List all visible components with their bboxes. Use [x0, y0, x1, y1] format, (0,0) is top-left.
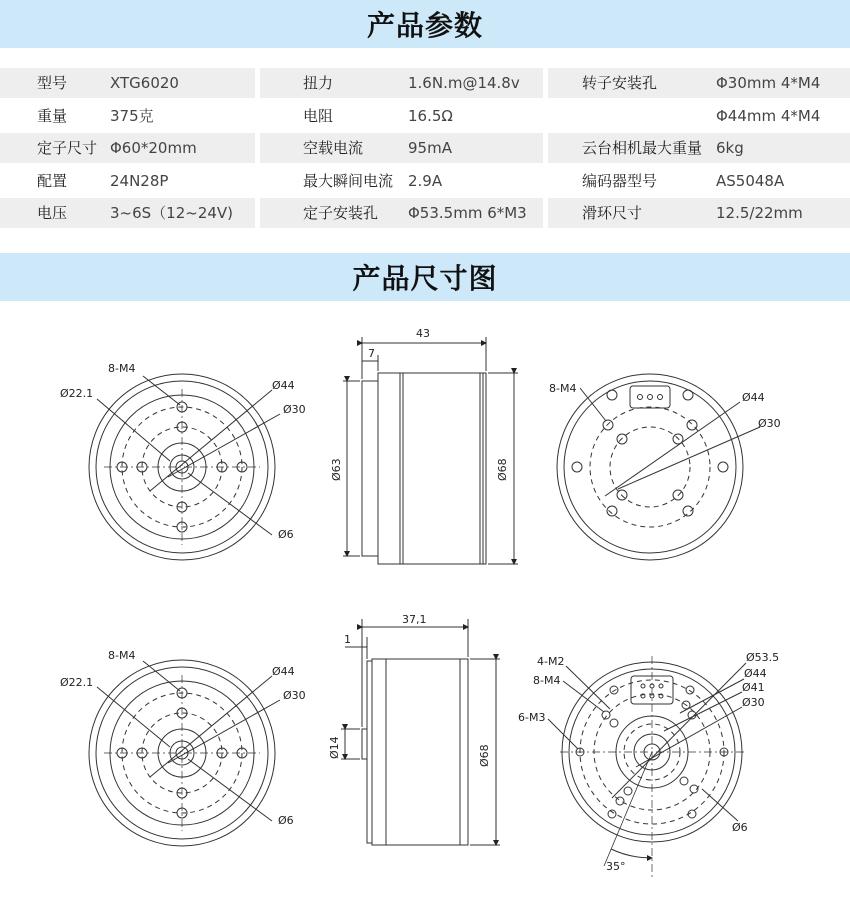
spec-label: 重量: [37, 106, 68, 125]
top-side-d68-label: Ø68: [496, 458, 509, 481]
bottom-left-d44-label: Ø44: [272, 665, 295, 678]
dimension-drawings: [0, 301, 850, 912]
spec-label: 扭力: [303, 74, 334, 92]
bottom-right-h2-label: 8-M4: [533, 674, 561, 687]
spec-row: [0, 68, 850, 101]
drawing-title: 产品尺寸图: [352, 262, 498, 295]
back-view-bottom: [548, 656, 746, 879]
top-left-d44-label: Ø44: [272, 379, 295, 392]
spec-row: [0, 101, 850, 134]
spec-table: [0, 68, 850, 231]
top-left-holes-label: 8-M4: [108, 362, 136, 375]
bottom-side-width-label: 37,1: [402, 613, 427, 626]
spec-value: 16.5Ω: [408, 106, 453, 125]
bottom-left-d30-label: Ø30: [283, 689, 306, 702]
spec-value: Φ44mm 4*M4: [716, 106, 821, 125]
spec-label: 最大瞬间电流: [303, 171, 394, 190]
spec-cell: [260, 68, 543, 98]
bottom-side-lip-label: 1: [344, 633, 351, 646]
spec-cell: [548, 101, 850, 131]
bottom-left-holes-label: 8-M4: [108, 649, 136, 662]
spec-row: [0, 198, 850, 231]
front-view-bottom: [89, 660, 280, 846]
spec-cell: [0, 133, 255, 163]
top-right-holes-label: 8-M4: [549, 382, 577, 395]
spec-value: 2.9A: [408, 171, 443, 190]
spec-cell: [260, 101, 543, 131]
back-view-top: [557, 374, 760, 560]
params-title-banner: [0, 0, 850, 48]
bottom-left-d6-label: Ø6: [278, 814, 294, 827]
top-side-d63-label: Ø63: [330, 458, 343, 481]
bottom-right-d6-label: Ø6: [732, 821, 748, 834]
spec-label: 云台相机最大重量: [582, 139, 703, 158]
spec-cell: [260, 166, 543, 196]
top-side-width-label: 43: [416, 327, 430, 340]
spec-value: 24N28P: [110, 171, 169, 190]
spec-row: [0, 166, 850, 199]
bottom-right-d53-label: Ø53.5: [746, 651, 780, 664]
spec-cell: [0, 198, 255, 228]
bottom-right-d30-label: Ø30: [742, 696, 765, 709]
spec-value: 375克: [110, 106, 154, 125]
bottom-right-d41-label: Ø41: [742, 681, 765, 694]
spec-cell: [260, 133, 543, 163]
spec-label: 定子安装孔: [303, 204, 379, 223]
spec-cell: [0, 166, 255, 196]
spec-row: [0, 133, 850, 166]
spec-value: Φ30mm 4*M4: [716, 74, 821, 92]
spec-cell: [548, 68, 850, 98]
top-left-d22-label: Ø22.1: [60, 387, 94, 400]
spec-value: 12.5/22mm: [716, 204, 803, 223]
spec-label: 空载电流: [303, 139, 364, 158]
front-view-top: [89, 374, 280, 560]
side-view-bottom: [341, 619, 500, 845]
spec-label: 电阻: [303, 106, 334, 125]
spec-cell: [548, 166, 850, 196]
spec-value: 3~6S（12~24V): [110, 204, 234, 223]
spec-cell: [0, 68, 255, 98]
bottom-right-d44-label: Ø44: [744, 667, 767, 680]
bottom-side-d14-label: Ø14: [328, 736, 341, 759]
spec-label: 型号: [37, 74, 68, 92]
spec-value: AS5048A: [716, 171, 785, 190]
spec-value: 95mA: [408, 139, 452, 158]
bottom-right-h3-label: 6-M3: [518, 711, 546, 724]
top-side-lip-label: 7: [368, 347, 375, 360]
spec-cell: [260, 198, 543, 228]
spec-label: 滑环尺寸: [582, 204, 643, 223]
spec-label: 转子安装孔: [582, 74, 658, 92]
params-title: 产品参数: [366, 9, 483, 42]
spec-value: 6kg: [716, 139, 744, 158]
drawings-svg: [0, 301, 850, 912]
bottom-side-d68-label: Ø68: [478, 744, 491, 767]
spec-cell: [548, 198, 850, 228]
spec-cell: [548, 133, 850, 163]
top-right-d44-label: Ø44: [742, 391, 765, 404]
spec-value: Φ60*20mm: [110, 139, 197, 158]
side-view-top: [343, 337, 518, 564]
top-left-d30-label: Ø30: [283, 403, 306, 416]
spec-value: Φ53.5mm 6*M3: [408, 204, 527, 223]
bottom-right-angle-label: 35°: [606, 860, 626, 873]
spec-label: 编码器型号: [582, 171, 658, 190]
top-right-d30-label: Ø30: [758, 417, 781, 430]
spec-value: 1.6N.m@14.8v: [408, 74, 520, 92]
spec-cell: [0, 101, 255, 131]
top-left-d6-label: Ø6: [278, 528, 294, 541]
spec-value: XTG6020: [110, 74, 179, 92]
drawing-title-banner: [0, 253, 850, 301]
bottom-left-d22-label: Ø22.1: [60, 676, 94, 689]
spec-label: 配置: [37, 171, 68, 190]
bottom-right-h1-label: 4-M2: [537, 655, 565, 668]
spec-label: 定子尺寸: [37, 139, 98, 158]
spec-label: 电压: [37, 204, 68, 223]
